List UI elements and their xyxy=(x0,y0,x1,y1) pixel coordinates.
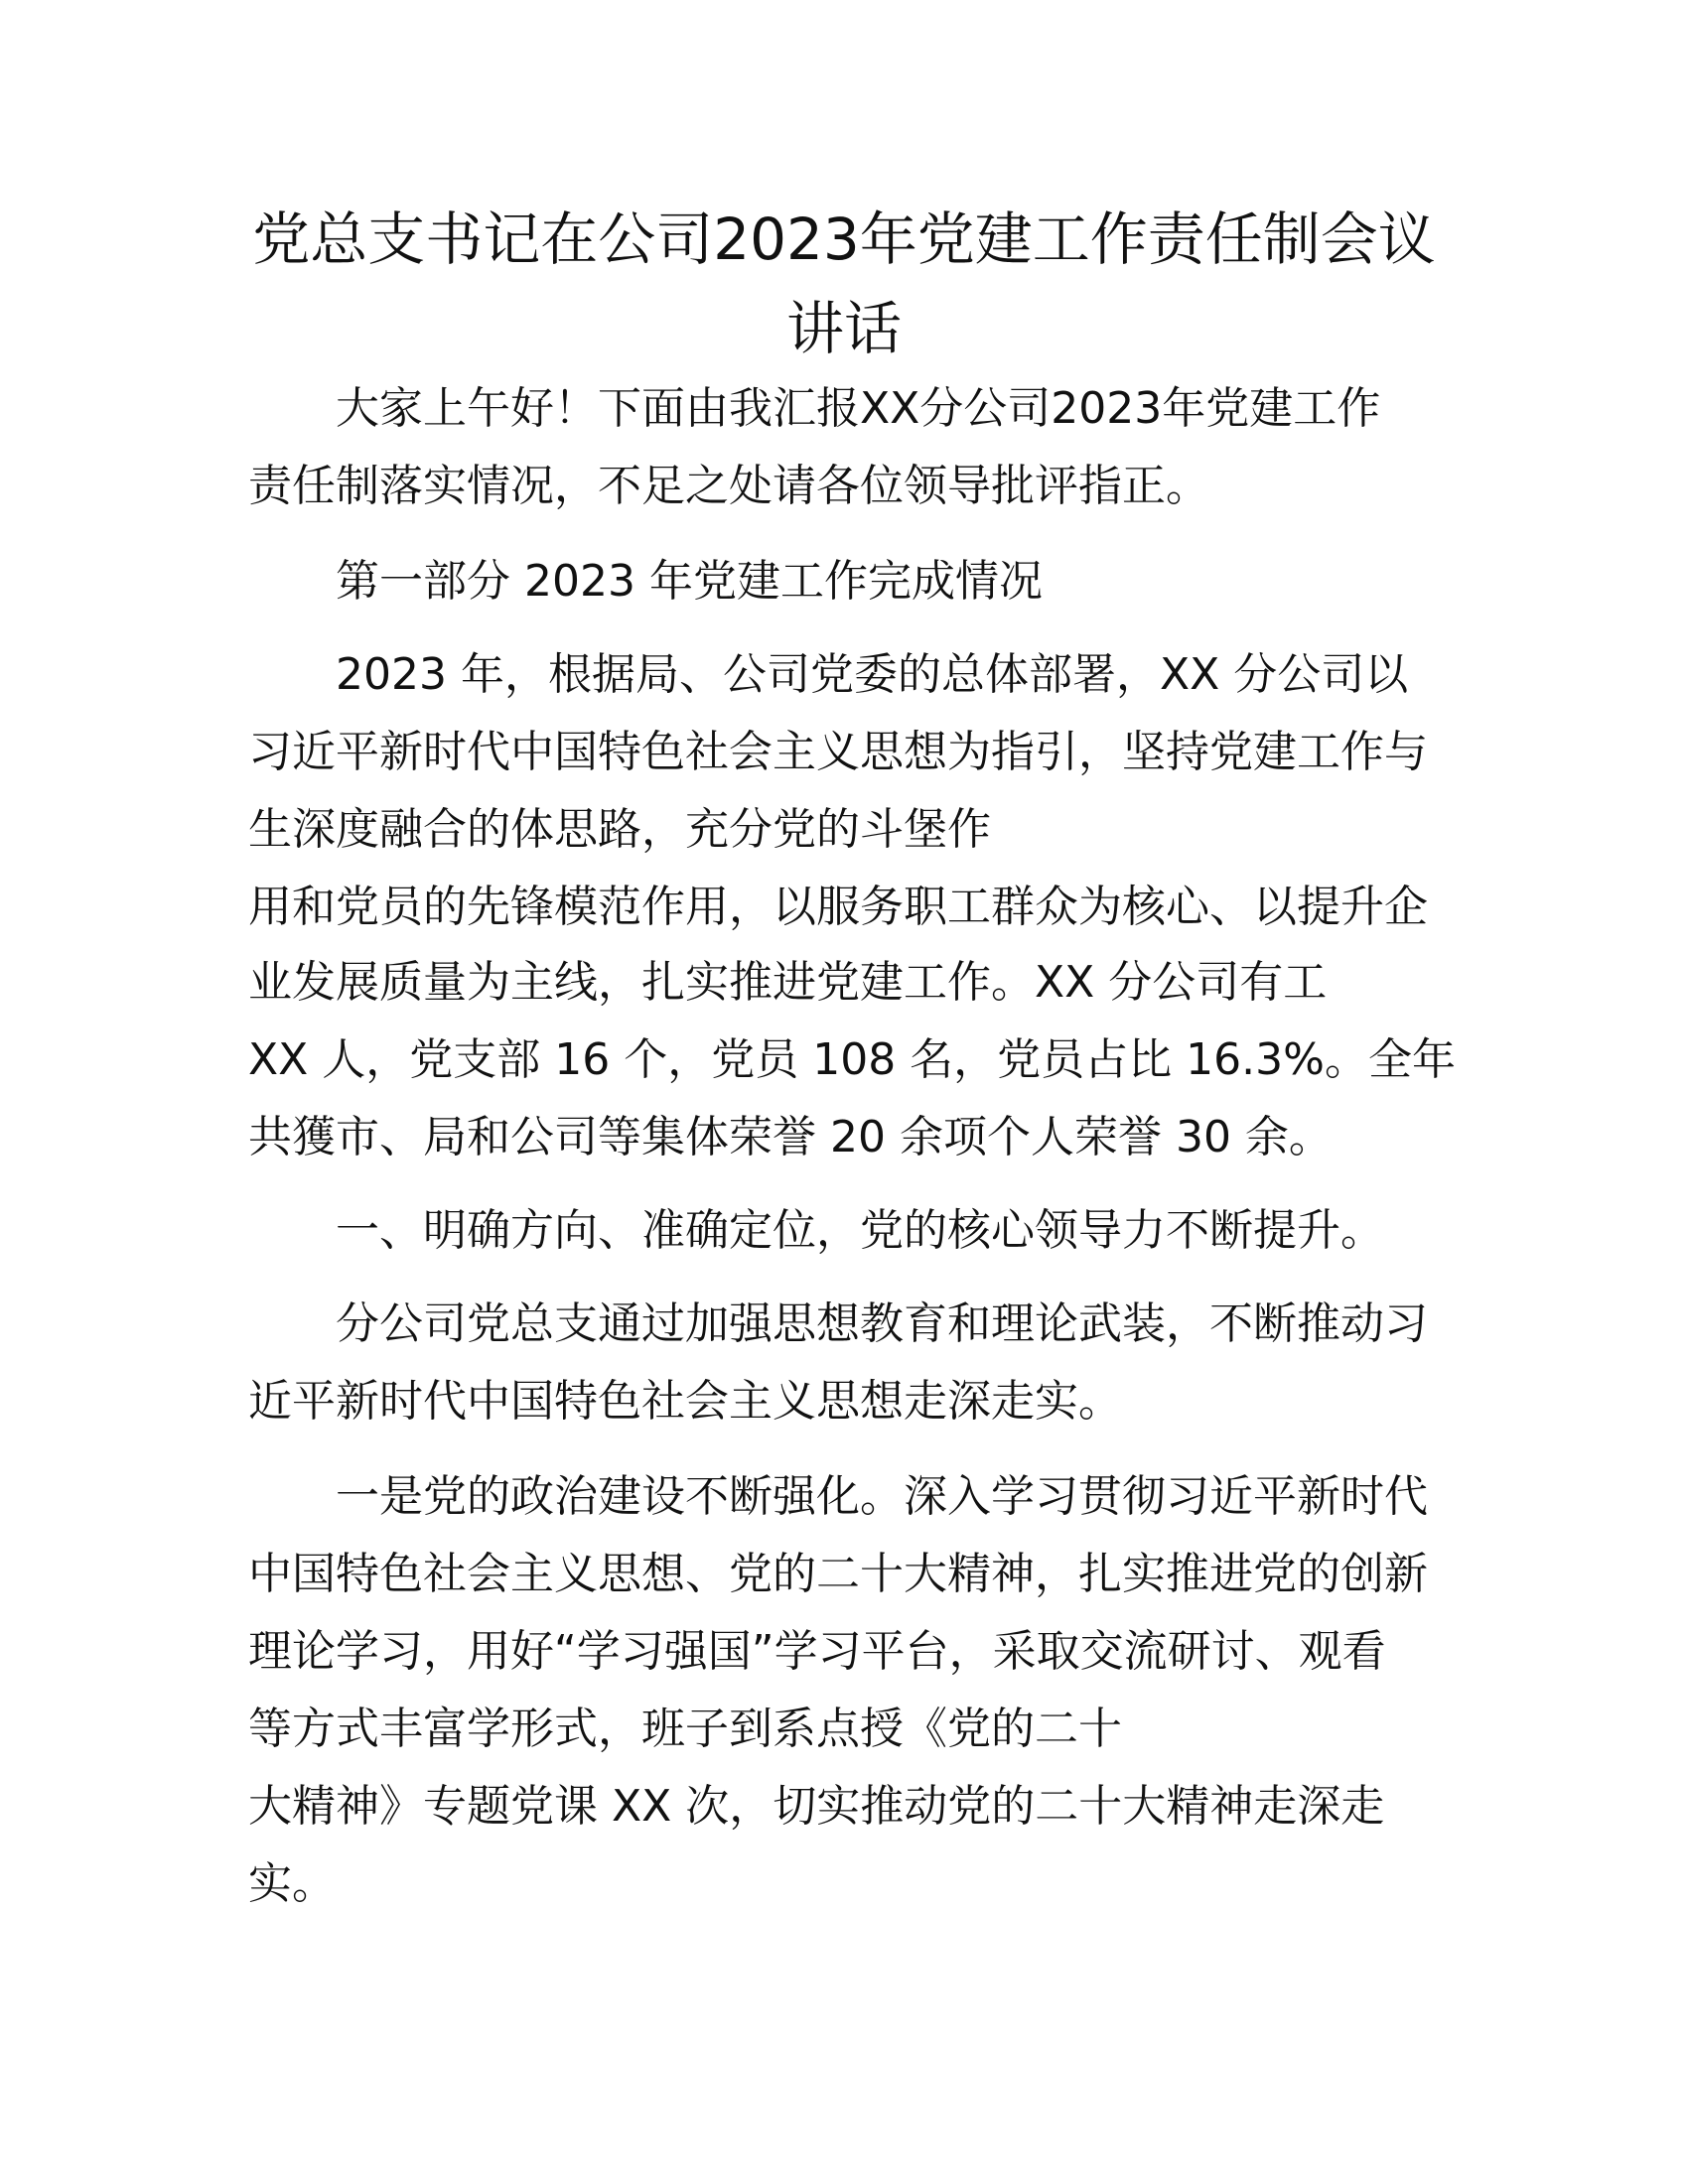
paragraph-3-line-3: 生深度融合的体思路，充分党的斗堡作 xyxy=(248,804,991,855)
paragraph-6-line-3: 理论学习，用好“学习强国”学习平台，采取交流研讨、观看 xyxy=(248,1626,1386,1677)
paragraph-3-line-5: 业发展质量为主线，扎实推进党建工作。XX 分公司有工 xyxy=(248,957,1328,1008)
paragraph-6-line-1: 一是党的政治建设不断强化。深入学习贯彻习近平新时代 xyxy=(336,1471,1428,1522)
paragraph-6-line-2: 中国特色社会主义思想、党的二十大精神，扎实推进党的创新 xyxy=(248,1549,1428,1599)
paragraph-1-line-1: 大家上午好！下面由我汇报XX分公司2023年党建工作 xyxy=(336,383,1381,434)
paragraph-3-line-6: XX 人，党支部 16 个，党员 108 名，党员占比 16.3%。全年 xyxy=(248,1034,1456,1085)
subheading-one: 一、明确方向、准确定位，党的核心领导力不断提升。 xyxy=(336,1205,1384,1256)
paragraph-6-line-6: 实。 xyxy=(248,1858,336,1909)
document-title xyxy=(246,195,1442,373)
section-heading-part-one: 第一部分 2023 年党建工作完成情况 xyxy=(336,556,1043,607)
paragraph-3-line-2: 习近平新时代中国特色社会主义思想为指引，坚持党建工作与 xyxy=(248,727,1428,777)
paragraph-6-line-4: 等方式丰富学形式，班子到系点授《党的二十 xyxy=(248,1704,1122,1754)
title-line-2: 讲话 xyxy=(785,295,902,362)
paragraph-3-line-4: 用和党员的先锋模范作用，以服务职工群众为核心、以提升企 xyxy=(248,882,1428,932)
paragraph-3-line-1: 2023 年，根据局、公司党委的总体部署，XX 分公司以 xyxy=(336,649,1409,700)
paragraph-5-line-1: 分公司党总支通过加强思想教育和理论武装，不断推动习 xyxy=(336,1298,1428,1349)
paragraph-1-line-2: 责任制落实情况，不足之处请各位领导批评指正。 xyxy=(248,461,1209,511)
paragraph-5-line-2: 近平新时代中国特色社会主义思想走深走实。 xyxy=(248,1376,1122,1427)
title-line-1: 党总支书记在公司2023年党建工作责任制会议 xyxy=(252,205,1436,273)
paragraph-6-line-5: 大精神》专题党课 XX 次，切实推动党的二十大精神走深走 xyxy=(248,1781,1385,1832)
paragraph-3-line-7: 共獲市、局和公司等集体荣誉 20 余项个人荣誉 30 余。 xyxy=(248,1112,1333,1162)
